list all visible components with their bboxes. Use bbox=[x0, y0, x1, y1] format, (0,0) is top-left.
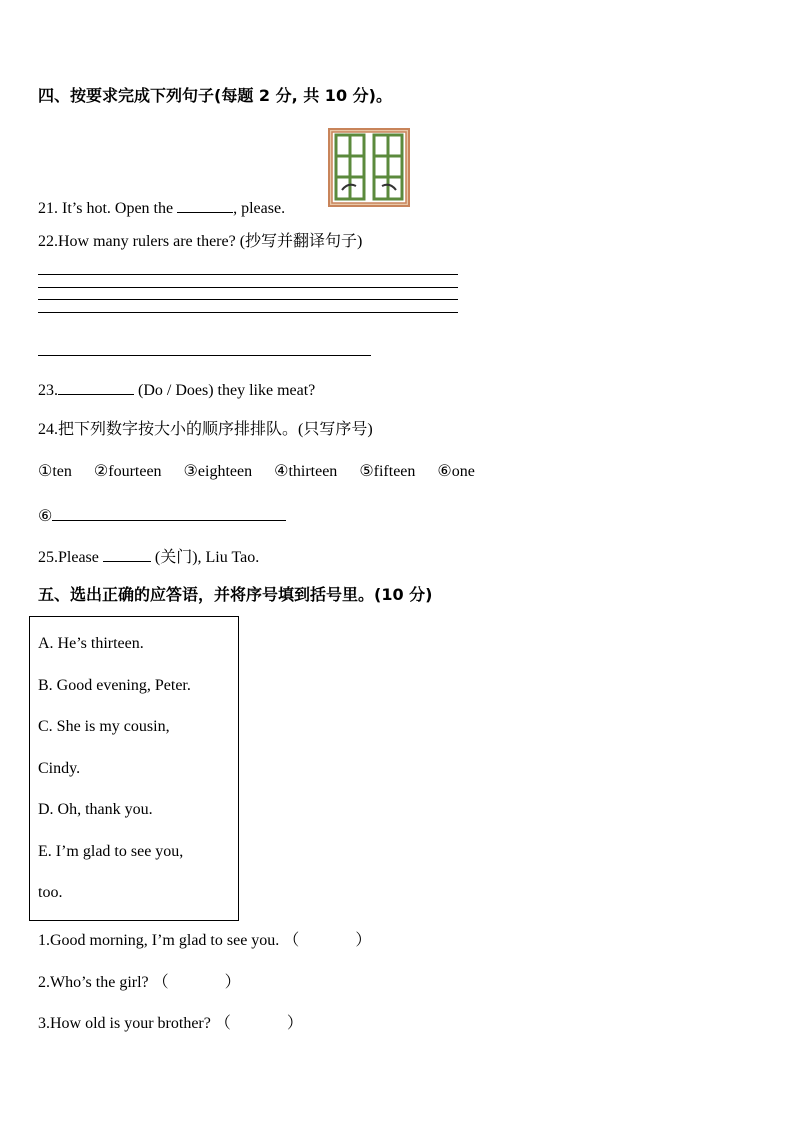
window-picture bbox=[328, 128, 410, 207]
question-24-choices bbox=[38, 462, 497, 482]
choice-item: ③eighteen bbox=[183, 463, 253, 480]
writing-line[interactable] bbox=[38, 299, 458, 300]
option-d: D. Oh, thank you. bbox=[38, 801, 153, 818]
question-24-blank[interactable] bbox=[52, 504, 286, 521]
option-e: E. I’m glad to see you, bbox=[38, 843, 184, 860]
choice-item: ⑤fifteen bbox=[359, 463, 416, 480]
choice-item: ④thirteen bbox=[274, 463, 338, 480]
option-e-continued: too. bbox=[38, 884, 63, 901]
translation-line[interactable] bbox=[38, 355, 371, 356]
question-23-blank[interactable] bbox=[58, 378, 134, 395]
choice-item: ①ten bbox=[38, 463, 72, 480]
choice-item: ⑥one bbox=[437, 463, 475, 480]
question-25-tail: (关门), Liu Tao. bbox=[150, 549, 260, 566]
dialogue-question-3 bbox=[38, 1014, 303, 1034]
answer-bracket-close: ） bbox=[355, 932, 372, 949]
question-23 bbox=[38, 378, 315, 401]
option-b: B. Good evening, Peter. bbox=[38, 677, 191, 694]
section-5-heading: 五、选出正确的应答语，并将序号填到括号里。(10 分) bbox=[38, 585, 433, 604]
section-4-heading: 四、按要求完成下列句子(每题 2 分, 共 10 分)。 bbox=[38, 86, 392, 105]
answer-bracket-close: ） bbox=[224, 974, 241, 991]
answer-bracket-open: （ bbox=[283, 932, 300, 949]
writing-line[interactable] bbox=[38, 287, 458, 288]
left-sash bbox=[336, 135, 364, 199]
dialogue-question-text: 3.How old is your brother? bbox=[38, 1015, 211, 1032]
answer-bracket-open: （ bbox=[152, 974, 169, 991]
options-box bbox=[29, 616, 239, 921]
answer-bracket-open: （ bbox=[214, 1015, 231, 1032]
option-c-continued: Cindy. bbox=[38, 760, 81, 777]
question-22: 22.How many rulers are there? (抄写并翻译句子) bbox=[38, 233, 363, 250]
writing-line[interactable] bbox=[38, 274, 458, 275]
question-25-text: 25.Please bbox=[38, 549, 103, 566]
option-c: C. She is my cousin, bbox=[38, 718, 170, 735]
question-21-text: 21. It’s hot. Open the bbox=[38, 200, 178, 217]
choice-item: ②fourteen bbox=[93, 463, 162, 480]
right-sash bbox=[374, 135, 402, 199]
question-21-tail: , please. bbox=[233, 200, 286, 217]
question-21-blank[interactable] bbox=[177, 196, 233, 213]
question-24: 24.把下列数字按大小的顺序排排队。(只写序号) bbox=[38, 421, 373, 438]
question-23-text: (Do / Does) they like meat? bbox=[134, 382, 316, 399]
answer-prefix: ⑥ bbox=[38, 508, 53, 525]
writing-line[interactable] bbox=[38, 312, 458, 313]
question-21 bbox=[38, 196, 285, 219]
question-24-answer bbox=[38, 504, 286, 527]
question-25 bbox=[38, 545, 259, 568]
dialogue-question-2 bbox=[38, 973, 241, 993]
question-25-blank[interactable] bbox=[103, 545, 151, 562]
dialogue-question-text: 1.Good morning, I’m glad to see you. bbox=[38, 932, 280, 949]
question-23-number: 23. bbox=[38, 382, 58, 399]
option-a: A. He’s thirteen. bbox=[38, 635, 144, 652]
dialogue-question-text: 2.Who’s the girl? bbox=[38, 974, 149, 991]
dialogue-question-1 bbox=[38, 931, 371, 951]
answer-bracket-close: ） bbox=[286, 1015, 303, 1032]
